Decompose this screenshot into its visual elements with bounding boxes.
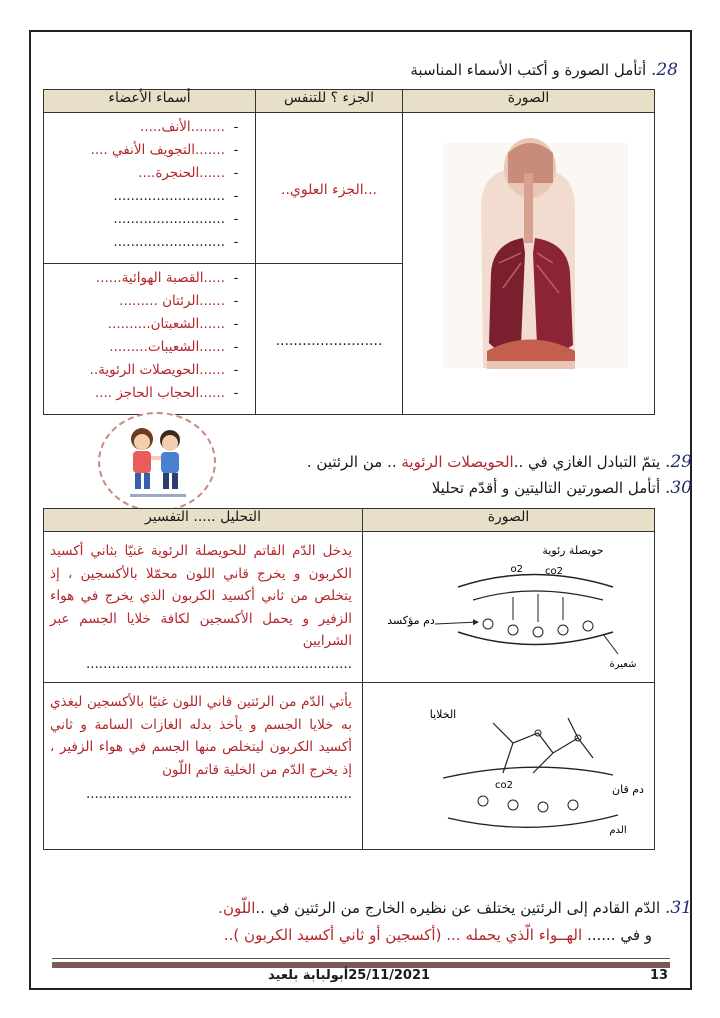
q31-line2-prefix: و في ...... [586,926,652,944]
analysis2-dots: .............................................................. [85,786,352,802]
organ-text: ......الرئتان ......... [119,293,225,309]
q28-upper-part: ...الجزء العلوي.. [281,181,377,198]
analysis1-dots: .............................................................. [85,655,352,672]
diagram2-label-blood: الدم [609,825,627,836]
q29-answer: الحويصلات الرئوية [401,453,514,471]
q30-header-image: الصورة [363,509,655,532]
footer-rule [52,958,670,959]
organ-row: -.......................... [113,188,239,204]
organ-text: .......................... [113,188,225,204]
diagram2-cell [363,683,655,850]
organ-row: -.......................... [113,234,239,250]
q28-title [410,60,678,80]
footer-page-number: 13 [650,968,669,983]
organ-text: ......الحنجرة.... [138,165,225,181]
q29-suffix: .. من الرئتين . [306,453,397,471]
q28-table [43,89,655,415]
analysis1-cell [44,532,363,683]
diagram2-label-cells: الخلايا [429,708,457,721]
footer-author [268,968,430,983]
q29-line [307,452,692,472]
q28-lower-organs-cell [44,264,256,415]
q28-upper-part-cell [256,113,403,264]
q31-number: 31. [664,898,692,918]
q28-header-part: الجزء ؟ للتنفس [256,90,403,113]
organ-row: -.....القصبة الهوائية...... [95,270,239,286]
organ-text: ......الحويصلات الرئوية.. [89,362,225,378]
organ-row: -......الشعيبات......... [109,339,239,355]
q31-line1-answer: اللّون. [218,899,256,917]
organ-row: -.......التجويف الأنفي .... [90,142,239,158]
diagram1-label-capillary: شعيرة [609,659,637,670]
footer-author-name: أبولبابة بلعيد [268,968,349,983]
respiratory-illustration [403,113,654,413]
diagram1-gas-o2: o2 [510,564,523,575]
q30-text: أتأمل الصورتين التاليتين و أقدّم تحليلا [431,479,661,497]
q31-line2-suffix: ... (أكسجين أو ثاني أكسيد الكربون ).. [223,926,461,944]
q28-upper-organs-cell [44,113,256,264]
q28-lower-part: ........................ [275,332,383,349]
alveolus-diagram [363,532,654,682]
respiratory-system-image [403,113,655,415]
organ-row: -......الشعبتان.......... [107,316,239,332]
organ-text: .......................... [113,211,225,227]
q30-number: 30. [664,478,692,498]
cells-diagram [363,683,654,849]
q31-line1-prefix: الدّم القادم إلى الرئتين يختلف عن نظيره الخارج من الرئتين في .. [255,899,661,917]
q31-line2 [224,926,652,944]
q28-header-organs: أسماء الأعضاء [44,90,256,113]
organ-row: -........الأنف..... [140,119,239,135]
organ-row: -......الحنجرة.... [138,165,239,181]
q31-line2-answer: الهــواء الّذي يحمله [465,926,583,944]
kids-illustration [100,414,214,510]
diagram1-gas-co2: co2 [545,566,563,577]
analysis2-text: يأتي الدّم من الرئتين قاني اللون غنيّا بالأكسجين ليغذي به خلايا الجسم و يأخذ بدله الغازات السامة و ثاني أكسيد الكربون ليتخلص منها الجسم في هواء الزفير ، إذ يخرج الدّم من الخلية قاتم اللّون [50,694,352,778]
q28-number: 28. [650,60,678,80]
q29-prefix: يتمّ التبادل الغازي في .. [513,453,661,471]
analysis2-cell [44,683,363,850]
q30-header-analysis: التحليل ..... التفسير [44,509,363,532]
diagram1-cell [363,532,655,683]
organ-row: -.......................... [113,211,239,227]
diagram1-label-oxygenated: دم مؤكسد [387,614,435,627]
q28-text: أتأمل الصورة و أكتب الأسماء المناسبة [410,61,647,79]
analysis1-text: يدخل الدّم القاتم للحويصلة الرئوية غنيّا بثاني أكسيد الكربون و يخرج قاني اللون محمّلا بالأكسجين ، إذ يتخلص من ثاني أكسيد الكربون الذي يخرج في هواء الزفير و يحمل الأكسجين لكافة خلايا الجسم عبر الشرايين [50,543,352,649]
kids-sticker [98,412,216,512]
diagram1-label-alveolus: حويصلة رئوية [542,544,604,557]
organ-text: .......................... [113,234,225,250]
organ-text: ......الشعيبات......... [109,339,225,355]
organ-text: ......الشعبتان.......... [107,316,225,332]
organ-row: -......الحجاب الحاجز .... [94,385,239,401]
q30-title [432,478,692,498]
q29-number: 29. [664,452,692,472]
q31-line1 [218,898,692,918]
q30-table [43,508,655,850]
organ-text: ......الحجاب الحاجز .... [94,385,225,401]
diagram2-gas-co2: co2 [495,780,513,791]
organ-text: .......التجويف الأنفي .... [90,142,225,158]
q28-header-image: الصورة [403,90,655,113]
diagram2-label-red-blood: دم قان [612,783,644,796]
organ-row: -......الحويصلات الرئوية.. [89,362,239,378]
q28-lower-part-cell [256,264,403,415]
organ-row: -......الرئتان ......... [119,293,239,309]
organ-text: .....القصبة الهوائية...... [95,270,225,286]
footer-date: 25/11/2021 [348,968,431,983]
organ-text: ........الأنف..... [140,119,225,135]
